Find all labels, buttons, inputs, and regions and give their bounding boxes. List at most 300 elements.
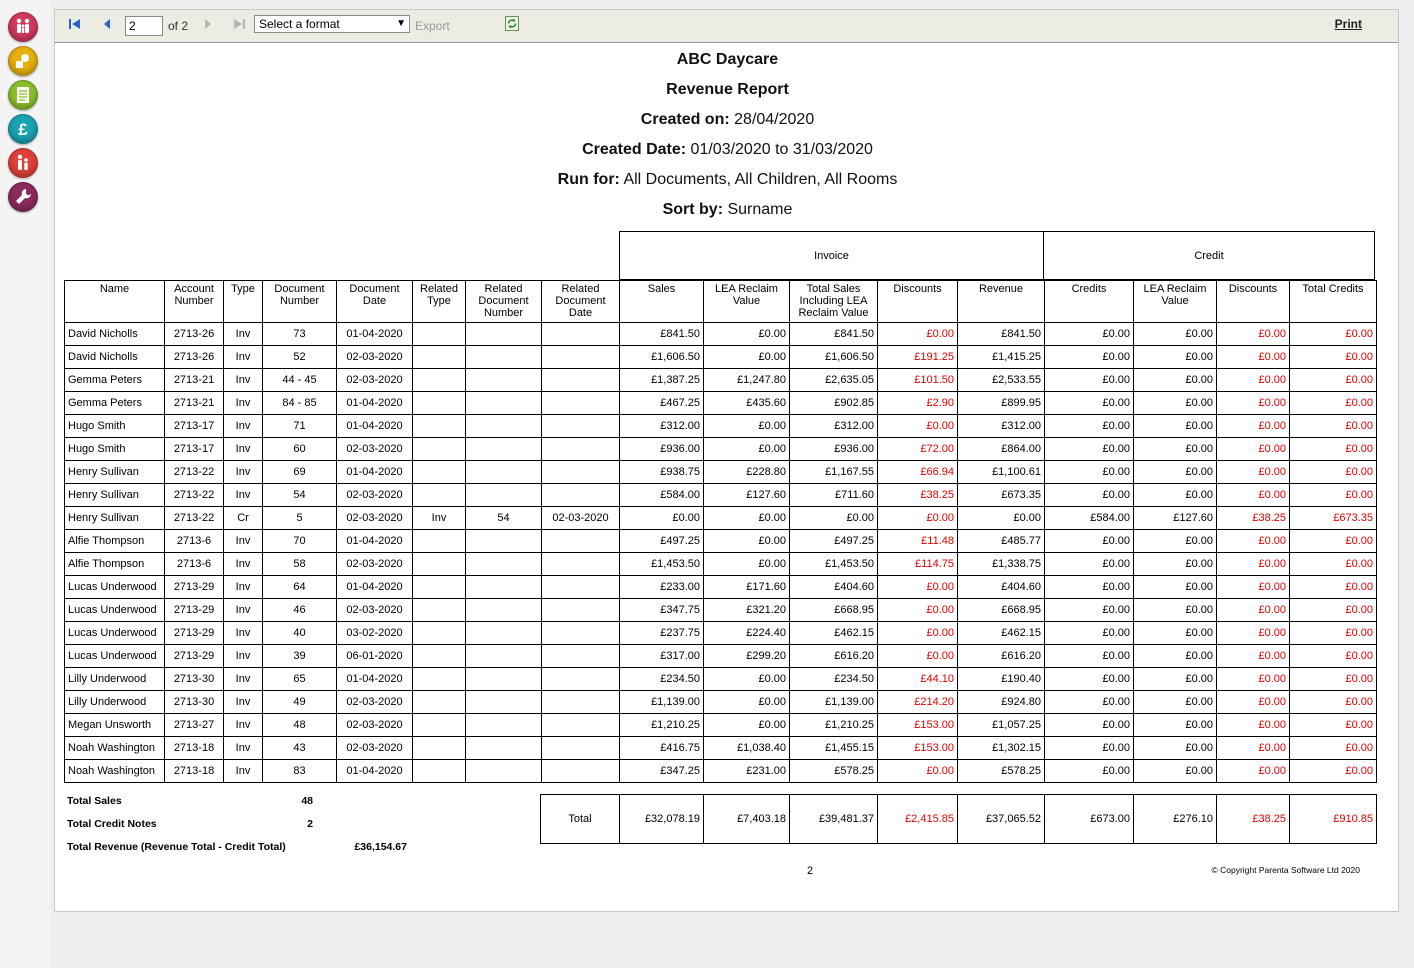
table-cell: £0.00 (1217, 323, 1290, 346)
table-cell: £38.25 (878, 484, 958, 507)
page-number-footer: 2 (807, 865, 814, 877)
table-cell: £0.00 (1290, 415, 1377, 438)
table-cell: 2713-29 (165, 622, 224, 645)
table-cell (413, 438, 466, 461)
table-cell: Inv (224, 645, 263, 668)
table-cell: £0.00 (1290, 599, 1377, 622)
table-cell: £673.35 (1290, 507, 1377, 530)
table-cell (466, 691, 542, 714)
table-cell (413, 461, 466, 484)
table-cell: £0.00 (1045, 415, 1134, 438)
table-cell: 02-03-2020 (337, 737, 413, 760)
table-cell: Inv (224, 576, 263, 599)
table-cell: 2713-30 (165, 668, 224, 691)
table-cell: 02-03-2020 (337, 507, 413, 530)
table-cell: 02-03-2020 (337, 484, 413, 507)
table-cell (466, 760, 542, 783)
table-cell: £578.25 (790, 760, 878, 783)
table-cell: £72.00 (878, 438, 958, 461)
table-cell: £0.00 (704, 691, 790, 714)
table-cell: £584.00 (1045, 507, 1134, 530)
table-cell: 01-04-2020 (337, 461, 413, 484)
table-cell: Gemma Peters (65, 369, 165, 392)
table-cell (466, 415, 542, 438)
table-cell: £462.15 (790, 622, 878, 645)
table-cell: £347.25 (620, 760, 704, 783)
table-cell: £1,606.50 (790, 346, 878, 369)
table-cell: 2713-22 (165, 507, 224, 530)
table-cell: £38.25 (1217, 507, 1290, 530)
table-cell (542, 737, 620, 760)
table-cell (413, 530, 466, 553)
print-link[interactable]: Print (1334, 17, 1362, 31)
table-cell: Hugo Smith (65, 415, 165, 438)
table-cell (413, 576, 466, 599)
export-link[interactable]: Export (415, 19, 450, 33)
table-body (65, 323, 1377, 783)
table-cell: 02-03-2020 (337, 369, 413, 392)
table-cell: £0.00 (1217, 737, 1290, 760)
table-cell (466, 576, 542, 599)
column-header: Total Sales Including LEA Reclaim Value (790, 281, 878, 323)
table-cell (542, 346, 620, 369)
copyright-text: © Copyright Parenta Software Ltd 2020 (1211, 865, 1360, 875)
first-page-button[interactable] (68, 18, 82, 33)
table-cell: 01-04-2020 (337, 530, 413, 553)
table-cell (542, 576, 620, 599)
nav-rooms-button[interactable] (8, 46, 38, 76)
table-cell: David Nicholls (65, 323, 165, 346)
table-cell: 64 (263, 576, 337, 599)
table-cell: £0.00 (1290, 645, 1377, 668)
table-cell: £101.50 (878, 369, 958, 392)
table-cell: Inv (224, 415, 263, 438)
table-cell: Inv (224, 392, 263, 415)
table-cell: £0.00 (1290, 622, 1377, 645)
table-cell: £462.15 (958, 622, 1045, 645)
table-cell: £0.00 (878, 760, 958, 783)
table-cell (466, 461, 542, 484)
table-cell (413, 415, 466, 438)
table-cell (542, 369, 620, 392)
table-cell: £924.80 (958, 691, 1045, 714)
nav-finance-button[interactable] (8, 114, 38, 144)
table-cell: £127.60 (1134, 507, 1217, 530)
next-page-icon (203, 18, 213, 30)
table-cell: £214.20 (878, 691, 958, 714)
table-row (65, 668, 1377, 691)
table-cell: £0.00 (1290, 760, 1377, 783)
table-cell: £66.94 (878, 461, 958, 484)
table-cell: 58 (263, 553, 337, 576)
totals-cell: £673.00 (1045, 795, 1134, 844)
table-cell: £1,210.25 (620, 714, 704, 737)
wrench-icon (13, 187, 33, 207)
table-cell: 01-04-2020 (337, 760, 413, 783)
table-cell: £0.00 (704, 323, 790, 346)
column-header: Credits (1045, 281, 1134, 323)
table-cell: £1,247.80 (704, 369, 790, 392)
table-cell: Inv (224, 369, 263, 392)
table-cell: £347.75 (620, 599, 704, 622)
table-cell: £0.00 (1290, 484, 1377, 507)
table-cell: £0.00 (878, 599, 958, 622)
table-cell: 2713-6 (165, 553, 224, 576)
table-cell (466, 737, 542, 760)
table-cell: £1,210.25 (790, 714, 878, 737)
invoice-group-header: Invoice (619, 231, 1044, 280)
table-cell: 2713-21 (165, 392, 224, 415)
table-cell: 54 (263, 484, 337, 507)
table-cell: £0.00 (1045, 691, 1134, 714)
table-cell: Hugo Smith (65, 438, 165, 461)
created-date-value: 01/03/2020 to 31/03/2020 (690, 141, 873, 158)
table-cell: £0.00 (878, 323, 958, 346)
table-cell: £0.00 (1045, 760, 1134, 783)
table-cell: £1,338.75 (958, 553, 1045, 576)
table-cell: £0.00 (1045, 737, 1134, 760)
table-cell: £0.00 (1217, 760, 1290, 783)
table-cell: £0.00 (878, 415, 958, 438)
side-navigation (0, 0, 50, 968)
table-cell: 49 (263, 691, 337, 714)
table-cell: £0.00 (1134, 415, 1217, 438)
table-cell: 2713-26 (165, 346, 224, 369)
table-cell (542, 484, 620, 507)
table-cell: Noah Washington (65, 737, 165, 760)
totals-cell: £38.25 (1217, 795, 1290, 844)
table-cell: £0.00 (1134, 553, 1217, 576)
table-cell: 02-03-2020 (337, 438, 413, 461)
report-page (55, 43, 1398, 912)
table-cell: £0.00 (1045, 668, 1134, 691)
totals-cell: £2,415.85 (878, 795, 958, 844)
table-cell (542, 714, 620, 737)
previous-page-icon (102, 18, 112, 30)
total-sales-label: Total Sales (67, 795, 122, 807)
table-cell: £416.75 (620, 737, 704, 760)
table-cell: 44 - 45 (263, 369, 337, 392)
table-cell: £711.60 (790, 484, 878, 507)
table-cell: 01-04-2020 (337, 576, 413, 599)
totals-label: Total (541, 795, 620, 844)
table-cell (466, 714, 542, 737)
column-header: Account Number (165, 281, 224, 323)
totals-cell: £37,065.52 (958, 795, 1045, 844)
column-header: Sales (620, 281, 704, 323)
table-cell: 46 (263, 599, 337, 622)
table-cell: 2713-18 (165, 760, 224, 783)
column-header: Document Number (263, 281, 337, 323)
table-cell: £0.00 (1217, 369, 1290, 392)
table-cell: £0.00 (1290, 737, 1377, 760)
table-cell: £0.00 (1134, 438, 1217, 461)
table-cell: 71 (263, 415, 337, 438)
table-cell (466, 346, 542, 369)
table-cell (542, 553, 620, 576)
table-cell: £228.80 (704, 461, 790, 484)
table-cell: £0.00 (1045, 530, 1134, 553)
column-header: LEA Reclaim Value (704, 281, 790, 323)
table-cell: 60 (263, 438, 337, 461)
table-cell: £1,139.00 (620, 691, 704, 714)
table-row (65, 691, 1377, 714)
table-cell: 01-04-2020 (337, 415, 413, 438)
created-on-line (55, 111, 1400, 129)
table-cell (466, 599, 542, 622)
table-cell: 01-04-2020 (337, 392, 413, 415)
column-header: Related Document Date (542, 281, 620, 323)
nav-staff-button[interactable] (8, 148, 38, 178)
table-cell: £224.40 (704, 622, 790, 645)
table-cell (413, 714, 466, 737)
table-cell: £467.25 (620, 392, 704, 415)
column-header: Related Document Number (466, 281, 542, 323)
totals-cell: £276.10 (1134, 795, 1217, 844)
table-cell: £668.95 (958, 599, 1045, 622)
table-cell: £0.00 (704, 714, 790, 737)
family-icon (13, 17, 33, 37)
table-cell: £1,057.25 (958, 714, 1045, 737)
column-header: Related Type (413, 281, 466, 323)
table-cell: £0.00 (1134, 323, 1217, 346)
table-cell: £0.00 (1134, 691, 1217, 714)
table-cell: 2713-21 (165, 369, 224, 392)
table-cell (413, 553, 466, 576)
table-cell: £0.00 (958, 507, 1045, 530)
table-cell: £0.00 (1290, 438, 1377, 461)
table-cell: Inv (224, 599, 263, 622)
table-cell (542, 599, 620, 622)
table-cell: £0.00 (1217, 645, 1290, 668)
table-cell: £899.95 (958, 392, 1045, 415)
created-on-value: 28/04/2020 (734, 111, 815, 128)
blocks-icon (13, 51, 33, 71)
table-cell: £191.25 (878, 346, 958, 369)
table-cell: £312.00 (958, 415, 1045, 438)
table-cell: £841.50 (790, 323, 878, 346)
table-cell: £0.00 (1045, 714, 1134, 737)
table-cell: £0.00 (1290, 714, 1377, 737)
table-cell: 83 (263, 760, 337, 783)
table-cell: £0.00 (1290, 668, 1377, 691)
table-cell: £0.00 (1217, 461, 1290, 484)
table-cell: £0.00 (1045, 599, 1134, 622)
table-cell: £0.00 (1290, 392, 1377, 415)
table-cell: Lucas Underwood (65, 645, 165, 668)
table-cell: 2713-26 (165, 323, 224, 346)
table-row (65, 369, 1377, 392)
table-cell: £0.00 (1045, 392, 1134, 415)
chevron-down-icon: ▼ (396, 18, 406, 29)
table-cell: £0.00 (1134, 484, 1217, 507)
table-row (65, 530, 1377, 553)
table-cell: £0.00 (1217, 668, 1290, 691)
table-row (65, 714, 1377, 737)
table-cell: £0.00 (1045, 553, 1134, 576)
table-cell: Cr (224, 507, 263, 530)
table-cell (542, 691, 620, 714)
table-cell (542, 461, 620, 484)
table-cell: £841.50 (620, 323, 704, 346)
table-cell: £190.40 (958, 668, 1045, 691)
previous-page-button[interactable] (102, 18, 112, 33)
last-page-icon (232, 18, 246, 30)
table-cell (466, 530, 542, 553)
table-cell: £114.75 (878, 553, 958, 576)
table-cell: £0.00 (1217, 553, 1290, 576)
table-cell: £0.00 (1217, 622, 1290, 645)
nav-reports-button[interactable] (8, 80, 38, 110)
table-cell: £0.00 (1045, 622, 1134, 645)
table-cell: £312.00 (790, 415, 878, 438)
table-cell: 2713-29 (165, 645, 224, 668)
table-cell (413, 323, 466, 346)
table-cell: £485.77 (958, 530, 1045, 553)
table-cell: £0.00 (1217, 691, 1290, 714)
table-cell: £1,415.25 (958, 346, 1045, 369)
report-subtitle: Revenue Report (666, 81, 789, 98)
table-cell: £0.00 (704, 415, 790, 438)
people-icon (13, 153, 33, 173)
table-cell: £0.00 (1134, 576, 1217, 599)
table-cell: £0.00 (1290, 369, 1377, 392)
column-header: Document Date (337, 281, 413, 323)
table-cell (542, 668, 620, 691)
first-page-icon (68, 18, 82, 30)
column-header: Type (224, 281, 263, 323)
table-cell: £0.00 (1217, 392, 1290, 415)
refresh-button[interactable] (505, 16, 519, 34)
table-cell: £1,139.00 (790, 691, 878, 714)
table-cell: 2713-17 (165, 415, 224, 438)
table-cell: 84 - 85 (263, 392, 337, 415)
viewer-toolbar (55, 10, 1398, 43)
page-number-input[interactable] (125, 16, 163, 36)
table-cell (542, 415, 620, 438)
table-cell: £0.00 (1134, 622, 1217, 645)
table-cell: Inv (224, 622, 263, 645)
total-credit-notes-label: Total Credit Notes (67, 818, 157, 830)
table-cell: 2713-27 (165, 714, 224, 737)
pound-icon (13, 119, 33, 139)
table-cell: David Nicholls (65, 346, 165, 369)
table-cell: £0.00 (1217, 599, 1290, 622)
totals-cell: £7,403.18 (704, 795, 790, 844)
table-row (65, 323, 1377, 346)
table-cell: £938.75 (620, 461, 704, 484)
table-cell: £0.00 (1134, 369, 1217, 392)
table-cell: £1,167.55 (790, 461, 878, 484)
last-page-button[interactable] (232, 18, 246, 33)
table-cell (413, 691, 466, 714)
table-cell: £44.10 (878, 668, 958, 691)
total-revenue-label: Total Revenue (Revenue Total - Credit Total) (67, 841, 286, 853)
table-cell: 02-03-2020 (337, 346, 413, 369)
table-cell: £902.85 (790, 392, 878, 415)
table-cell (413, 668, 466, 691)
table-cell (413, 737, 466, 760)
totals-row (541, 795, 1377, 844)
table-cell (466, 553, 542, 576)
table-cell: £237.75 (620, 622, 704, 645)
sort-by-label: Sort by: (662, 201, 724, 218)
table-cell: Inv (224, 668, 263, 691)
table-cell: £0.00 (1290, 691, 1377, 714)
table-cell: Inv (224, 737, 263, 760)
table-cell: £0.00 (620, 507, 704, 530)
table-cell (466, 323, 542, 346)
table-row (65, 346, 1377, 369)
table-cell (413, 484, 466, 507)
table-cell: Noah Washington (65, 760, 165, 783)
column-header: Discounts (878, 281, 958, 323)
table-cell: Lilly Underwood (65, 668, 165, 691)
table-cell: 2713-29 (165, 599, 224, 622)
table-cell: £0.00 (1134, 668, 1217, 691)
column-header: Name (65, 281, 165, 323)
nav-children-button[interactable] (8, 12, 38, 42)
table-cell: £0.00 (1045, 645, 1134, 668)
page-count-label: of 2 (168, 19, 189, 33)
table-cell: £231.00 (704, 760, 790, 783)
table-cell: £0.00 (1134, 461, 1217, 484)
table-cell: £233.00 (620, 576, 704, 599)
total-sales-value: 48 (301, 795, 313, 807)
table-cell: £0.00 (1134, 392, 1217, 415)
created-date-label: Created Date: (582, 141, 687, 158)
table-cell (542, 760, 620, 783)
table-cell: £0.00 (704, 346, 790, 369)
table-row (65, 622, 1377, 645)
table-cell: £0.00 (1045, 461, 1134, 484)
export-format-select[interactable] (254, 15, 410, 33)
run-for-line (55, 171, 1400, 189)
table-cell: £1,606.50 (620, 346, 704, 369)
column-header: Total Credits (1290, 281, 1377, 323)
table-cell: £2.90 (878, 392, 958, 415)
table-cell: Henry Sullivan (65, 484, 165, 507)
table-cell: £11.48 (878, 530, 958, 553)
table-cell: £0.00 (1290, 323, 1377, 346)
report-viewer (54, 9, 1399, 912)
table-cell: Lilly Underwood (65, 691, 165, 714)
table-cell: 73 (263, 323, 337, 346)
table-cell: £0.00 (1045, 346, 1134, 369)
table-cell: Inv (224, 760, 263, 783)
table-cell: 06-01-2020 (337, 645, 413, 668)
next-page-button[interactable] (203, 18, 213, 33)
credit-group-header: Credit (1043, 231, 1375, 280)
table-cell: £171.60 (704, 576, 790, 599)
table-row (65, 737, 1377, 760)
table-cell: £864.00 (958, 438, 1045, 461)
table-cell: £299.20 (704, 645, 790, 668)
nav-settings-button[interactable] (8, 182, 38, 212)
table-cell: Lucas Underwood (65, 576, 165, 599)
table-cell: £0.00 (1217, 530, 1290, 553)
run-for-label: Run for: (557, 171, 620, 188)
table-cell: 39 (263, 645, 337, 668)
table-cell: £0.00 (878, 507, 958, 530)
document-icon (13, 85, 33, 105)
report-title: ABC Daycare (676, 51, 779, 68)
table-cell: Inv (224, 553, 263, 576)
table-cell (466, 645, 542, 668)
table-cell: £312.00 (620, 415, 704, 438)
sort-by-line (55, 201, 1400, 219)
table-cell: £0.00 (1217, 346, 1290, 369)
